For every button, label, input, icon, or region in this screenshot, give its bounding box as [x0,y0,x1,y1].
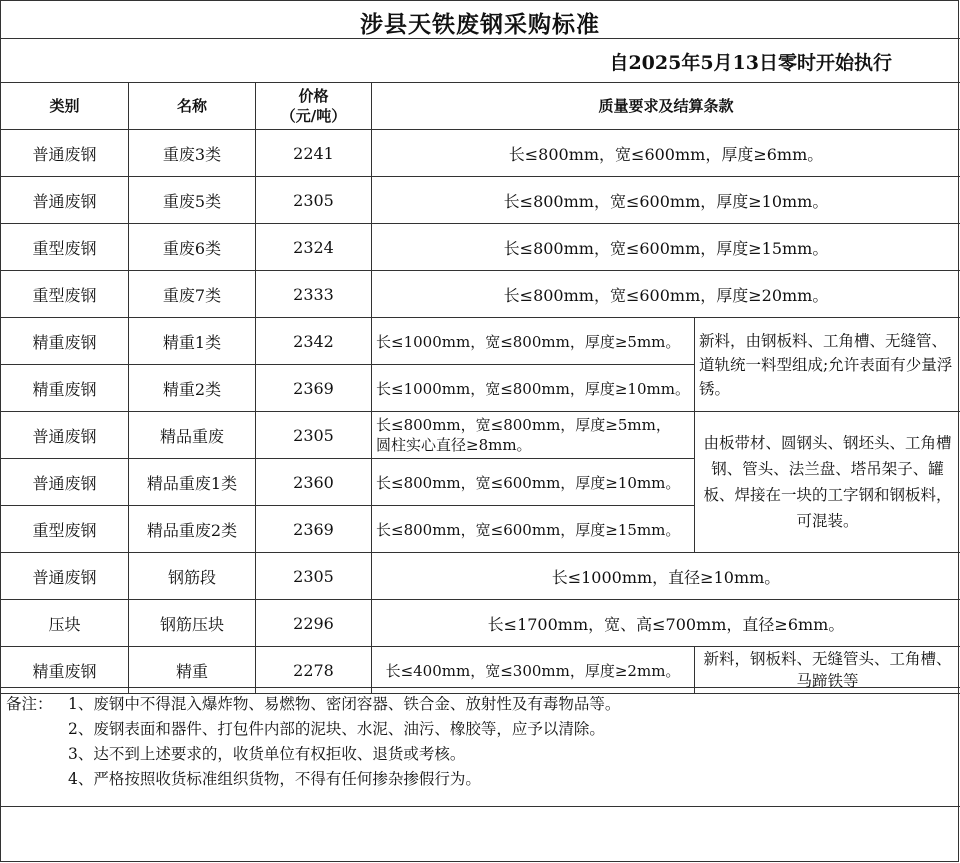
row-price: 2342 [256,318,372,365]
table-row [1,271,960,318]
row-price: 2305 [256,412,372,459]
row-category: 重型废钢 [1,506,129,553]
row-category: 普通废钢 [1,130,129,177]
table-row [1,600,960,647]
remark-item: 3、达不到上述要求的，收货单位有权拒收、退货或考核。 [68,745,466,763]
row-name: 精品重废2类 [129,506,256,553]
row-spec: 长≤400mm，宽≤300mm，厚度≥2mm。 [372,647,695,694]
col-quality: 质量要求及结算条款 [372,83,960,130]
row-price: 2324 [256,224,372,271]
row-spec: 长≤800mm，宽≤600mm，厚度≥15mm。 [372,224,960,271]
table-row [1,177,960,224]
row-spec: 长≤1000mm，宽≤800mm，厚度≥5mm。 [372,318,695,365]
row-category: 普通废钢 [1,177,129,224]
row-price: 2305 [256,177,372,224]
row-spec: 长≤800mm，宽≤600mm，厚度≥20mm。 [372,271,960,318]
row-spec: 长≤800mm，宽≤800mm，厚度≥5mm， 圆柱实心直径≥8mm。 [372,412,695,459]
row-price: 2369 [256,365,372,412]
col-category: 类别 [1,83,129,130]
row-spec: 长≤1000mm，宽≤800mm，厚度≥10mm。 [372,365,695,412]
row-name: 精重1类 [129,318,256,365]
row-name: 精重 [129,647,256,694]
row-category: 普通废钢 [1,412,129,459]
row-name: 重废5类 [129,177,256,224]
price-table [0,82,960,694]
row-price: 2360 [256,459,372,506]
row-category: 重型废钢 [1,224,129,271]
row-price: 2333 [256,271,372,318]
remark-item: 2、废钢表面和器件、打包件内部的泥块、水泥、油污、橡胶等，应予以清除。 [68,720,605,738]
material-note-new: 新料，由钢板料、工角槽、无缝管、道轨统一料型组成;允许表面有少量浮锈。 [695,318,960,412]
row-category: 精重废钢 [1,318,129,365]
row-category: 精重废钢 [1,647,129,694]
page-title: 涉县天铁废钢采购标准 [360,11,600,38]
remark-item: 1、废钢中不得混入爆炸物、易燃物、密闭容器、铁合金、放射性及有毒物品等。 [68,695,621,713]
row-spec: 长≤800mm，宽≤600mm，厚度≥6mm。 [372,130,960,177]
row-category: 重型废钢 [1,271,129,318]
table-row [1,224,960,271]
row-spec: 长≤800mm，宽≤600mm，厚度≥15mm。 [372,506,695,553]
table-row [1,318,960,365]
row-spec: 长≤800mm，宽≤600mm，厚度≥10mm。 [372,177,960,224]
row-name: 重废6类 [129,224,256,271]
row-category: 压块 [1,600,129,647]
table-row [1,130,960,177]
row-price: 2278 [256,647,372,694]
row-price: 2369 [256,506,372,553]
row-name: 精品重废 [129,412,256,459]
col-price: 价格 （元/吨） [256,83,372,130]
remarks-label: 备注： [6,695,53,713]
row-category: 普通废钢 [1,459,129,506]
row-name: 重废7类 [129,271,256,318]
title-divider [0,38,960,39]
table-header [1,83,960,130]
row-name: 钢筋压块 [129,600,256,647]
material-note-mixed: 由板带材、圆钢头、钢坯头、工角槽钢、管头、法兰盘、塔吊架子、罐板、焊接在一块的工字钢和钢板料，可混装。 [695,412,960,553]
row-name: 钢筋段 [129,553,256,600]
remarks-section [0,687,960,807]
remark-item: 4、严格按照收货标准组织货物，不得有任何掺杂掺假行为。 [68,770,481,788]
row-spec: 长≤800mm，宽≤600mm，厚度≥10mm。 [372,459,695,506]
row-spec: 长≤1700mm，宽、高≤700mm，直径≥6mm。 [372,600,960,647]
row-price: 2305 [256,553,372,600]
effective-date: 自2025年5月13日零时开始执行 [609,52,892,74]
row-name: 重废3类 [129,130,256,177]
row-price: 2241 [256,130,372,177]
row-price: 2296 [256,600,372,647]
row-spec: 长≤1000mm，直径≥10mm。 [372,553,960,600]
row-category: 普通废钢 [1,553,129,600]
row-category: 精重废钢 [1,365,129,412]
col-name: 名称 [129,83,256,130]
material-note-new-2: 新料，钢板料、无缝管头、工角槽、马蹄铁等 [695,647,960,694]
row-name: 精重2类 [129,365,256,412]
table-row [1,553,960,600]
table-row [1,412,960,459]
row-name: 精品重废1类 [129,459,256,506]
